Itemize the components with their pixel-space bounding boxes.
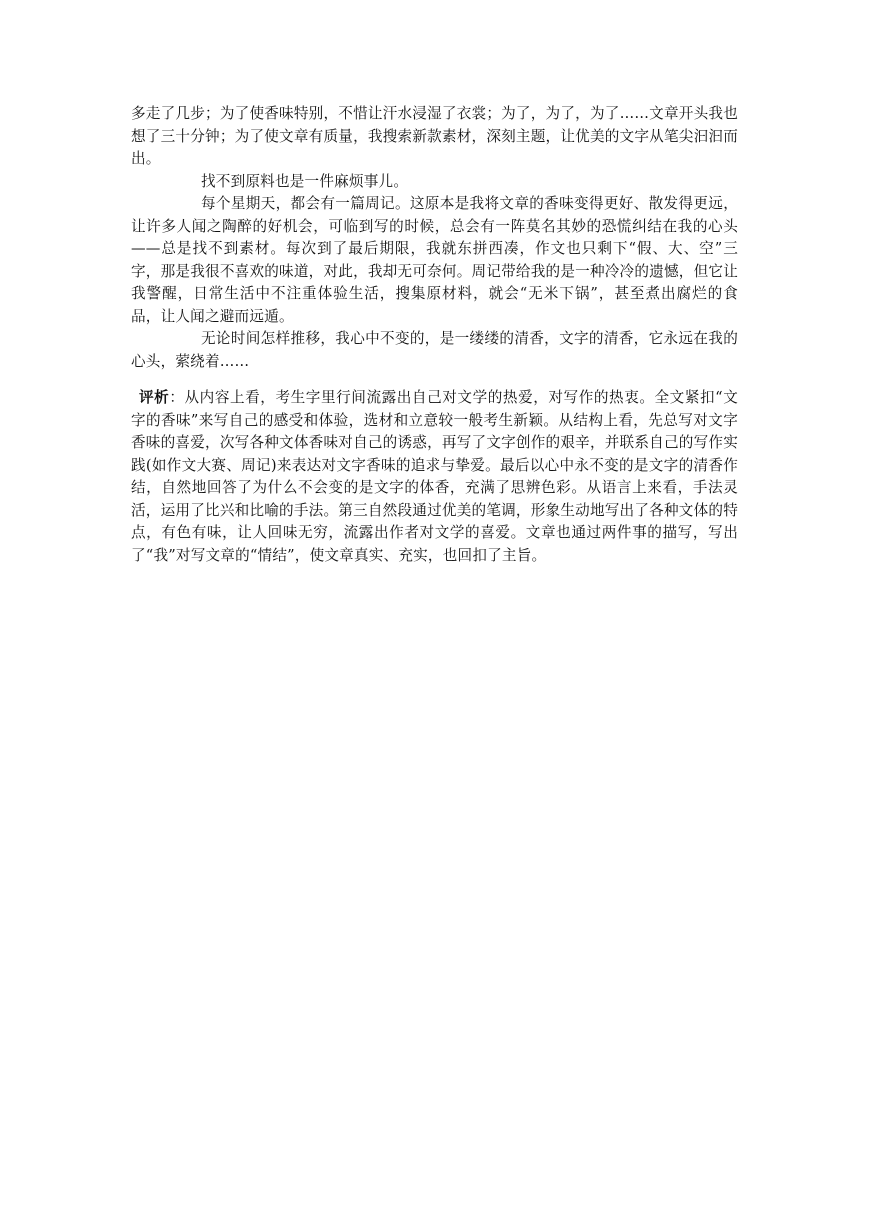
essay-paragraph-4: 无论时间怎样推移，我心中不变的，是一缕缕的清香，文字的清香，它永远在我的心头，萦绕着…… — [131, 330, 738, 370]
essay-paragraph-1: 多走了几步；为了使香味特别，不惜让汗水浸湿了衣裳；为了，为了，为了……文章开头我也想了三十分钟；为了使文章有质量，我搜索新款素材，深刻主题，让优美的文字从笔尖汩汩而出。 — [131, 105, 738, 167]
comment-label: 评析 — [139, 389, 170, 406]
essay-paragraph-2: 找不到原料也是一件麻烦事儿。 — [201, 172, 409, 190]
comment-text: 从内容上看，考生字里行间流露出自己对文学的热爱，对写作的热衷。全文紧扣“文字的香味”来写自己的感受和体验，选材和立意较一般考生新颖。从结构上看，先总写对文字香味的喜爱，次写各种文体香味对自己的诱惑，再写了文字创作的艰辛，并联系自己的写作实践(如作文大赛、周记)来表达对文字香味的追求与挚爱。最后以心中永不变的是文字的清香作结，自然地回答了为什么不会变的是文字的体香，充满了思辨色彩。从语言上来看，手法灵活，运用了比兴和比喻的手法。第三自然段通过优美的笔调，形象生动地写出了各种文体的特点，有色有味，让人回味无穷，流露出作者对文学的喜爱。文章也通过两件事的描写，写出了“我”对写文章的“情结”，使文章真实、充实，也回扣了主旨。 — [131, 389, 738, 564]
essay-body — [131, 103, 738, 567]
comment-colon: ： — [169, 389, 185, 406]
essay-paragraph-3: 每个星期天，都会有一篇周记。这原本是我将文章的香味变得更好、散发得更远，让许多人闻之陶醉的好机会，可临到写的时候，总会有一阵莫名其妙的恐慌纠结在我的心头——总是找不到素材。每次到了最后期限，我就东拼西凑，作文也只剩下“假、大、空”三字，那是我很不喜欢的味道，对此，我却无可奈何。周记带给我的是一种冷冷的遗憾，但它让我警醒，日常生活中不注重体验生活，搜集原材料，就会“无米下锅”，甚至煮出腐烂的食品，让人闻之避而远遁。 — [131, 195, 738, 325]
comment-paragraph — [131, 387, 738, 567]
